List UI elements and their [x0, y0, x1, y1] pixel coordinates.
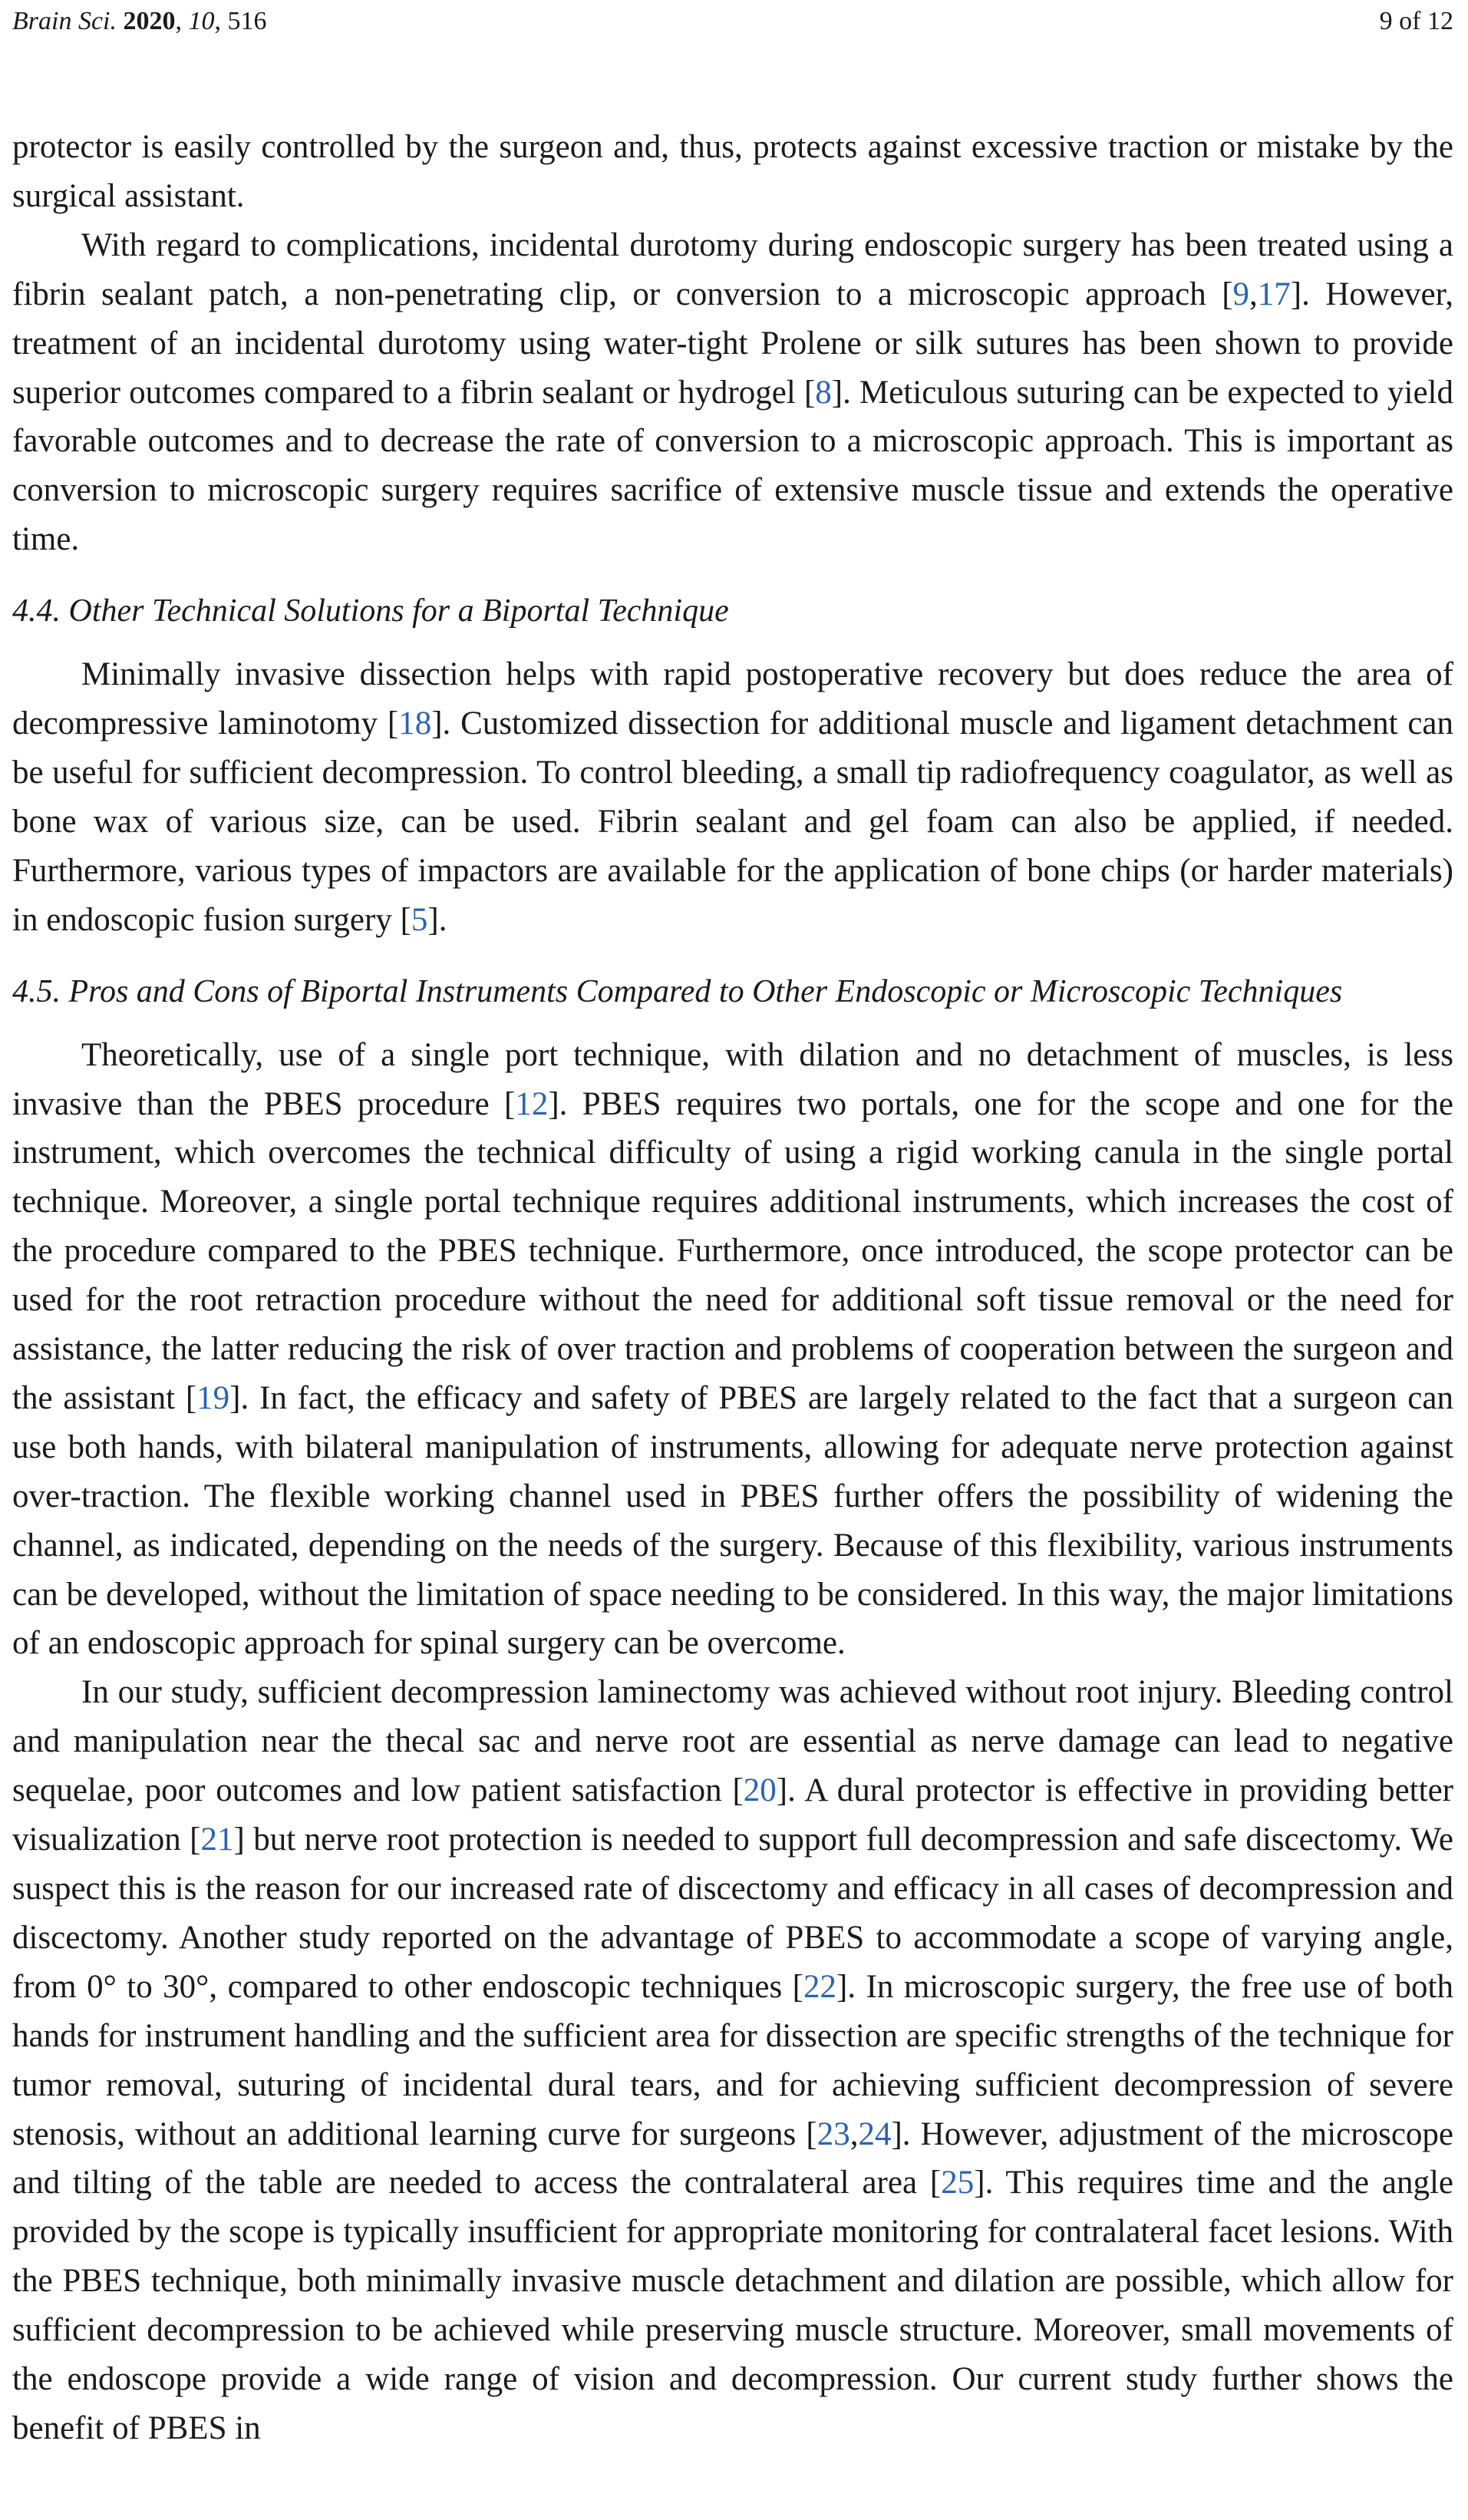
citation-link[interactable]: 23: [816, 2115, 850, 2152]
article-number: , 516: [214, 7, 267, 35]
section-heading-4-4: 4.4. Other Technical Solutions for a Biportal Technique: [12, 593, 729, 629]
citation-link[interactable]: 17: [1257, 276, 1291, 312]
citation-link[interactable]: 25: [941, 2165, 975, 2201]
document-page: [12, 0, 1453, 2520]
journal-year: 2020: [123, 7, 176, 35]
paragraph-our-study: In our study, sufficient decompression laminectomy was achieved without root injury. Bleeding control and manipulation near the thecal sac and nerve root are essential as nerve damage can lead to negative sequelae, poor outcomes and low patient satisfaction [20]. A dural protector is effective in providing better visualization [21] but nerve root protection is needed to support full decompression and safe discectomy. We suspect this is the reason for our increased rate of discectomy and efficacy in all cases of decompression and discectomy. Another study reported on the advantage of PBES to accommodate a scope of varying angle, from 0° to 30°, compared to other endoscopic techniques [22]. In microscopic surgery, the free use of both hands for instrument handling and the sufficient area for dissection are specific strengths of the technique for tumor removal, suturing of incidental dural tears, and for achieving sufficient decompression of severe stenosis, without an additional learning curve for surgeons [23,24]. However, adjustment of the microscope and tilting of the table are needed to access the contralateral area [25]. This requires time and the angle provided by the scope is typically insufficient for appropriate monitoring for contralateral facet lesions. With the PBES technique, both minimally invasive muscle detachment and dilation are possible, which allow for sufficient decompression to be achieved while preserving muscle structure. Moreover, small movements of the endoscope provide a wide range of vision and decompression. Our current study further shows the benefit of PBES in: [12, 1674, 1454, 2446]
journal-citation: Brain Sci. 2020, 10, 516: [12, 7, 267, 35]
paragraph-pros-cons: Theoretically, use of a single port technique, with dilation and no detachment of muscles, is less invasive than the PBES procedure [12]. PBES requires two portals, one for the scope and one for the instrument, which overcomes the technical difficulty of using a rigid working canula in the single portal technique. Moreover, a single portal technique requires additional instruments, which increases the cost of the procedure compared to the PBES technique. Furthermore, once introduced, the scope protector can be used for the root retraction procedure without the need for additional soft tissue removal or the need for assistance, the latter reducing the risk of over traction and problems of cooperation between the surgeon and the assistant [19]. In fact, the efficacy and safety of PBES are largely related to the fact that a surgeon can use both hands, with bilateral manipulation of instruments, allowing for adequate nerve protection against over-traction. The flexible working channel used in PBES further offers the possibility of widening the channel, as indicated, depending on the needs of the surgery. Because of this flexibility, various instruments can be developed, without the limitation of space needing to be considered. In this way, the major limitations of an endoscopic approach for spinal surgery can be overcome.: [12, 1036, 1454, 1662]
journal-volume: 10: [188, 7, 215, 35]
running-header: [12, 6, 1453, 37]
citation-link[interactable]: 19: [196, 1379, 230, 1416]
citation-link[interactable]: 12: [515, 1085, 549, 1122]
citation-link[interactable]: 21: [200, 1821, 234, 1858]
paragraph-complications: With regard to complications, incidental durotomy during endoscopic surgery has been treated using a fibrin sealant patch, a non-penetrating clip, or conversion to a microscopic approach [9,17]. However, treatment of an incidental durotomy using water-tight Prolene or silk sutures has been shown to provide superior outcomes compared to a fibrin sealant or hydrogel [8]. Meticulous suturing can be expected to yield favorable outcomes and to decrease the rate of conversion to a microscopic approach. This is important as conversion to microscopic surgery requires sacrifice of extensive muscle tissue and extends the operative time.: [12, 226, 1453, 558]
paragraph-technical-solutions: Minimally invasive dissection helps with rapid postoperative recovery but does reduce the area of decompressive laminotomy [18]. Customized dissection for additional muscle and ligament detachment can be useful for sufficient decompression. To control bleeding, a small tip radiofrequency coagulator, as well as bone wax of various size, can be used. Fibrin sealant and gel foam can also be applied, if needed. Furthermore, various types of impactors are available for the application of bone chips (or harder materials) in endoscopic fusion surgery [5].: [12, 656, 1453, 938]
journal-name: Brain Sci.: [12, 7, 117, 35]
page-number: 9 of 12: [1379, 7, 1453, 35]
citation-link[interactable]: 9: [1232, 276, 1250, 312]
citation-link[interactable]: 24: [858, 2115, 892, 2152]
citation-link[interactable]: 20: [743, 1772, 777, 1809]
citation-link[interactable]: 18: [398, 705, 432, 742]
citation-link[interactable]: 8: [815, 374, 832, 411]
section-heading-4-5: 4.5. Pros and Cons of Biportal Instruments Compared to Other Endoscopic or Microscopic Techniques: [12, 973, 1343, 1009]
paragraph-continuation: protector is easily controlled by the surgeon and, thus, protects against excessive traction or mistake by the surgical assistant.: [12, 129, 1453, 214]
body-text: [12, 123, 1453, 2453]
citation-link[interactable]: 22: [803, 1968, 837, 2005]
citation-link[interactable]: 5: [411, 901, 428, 938]
